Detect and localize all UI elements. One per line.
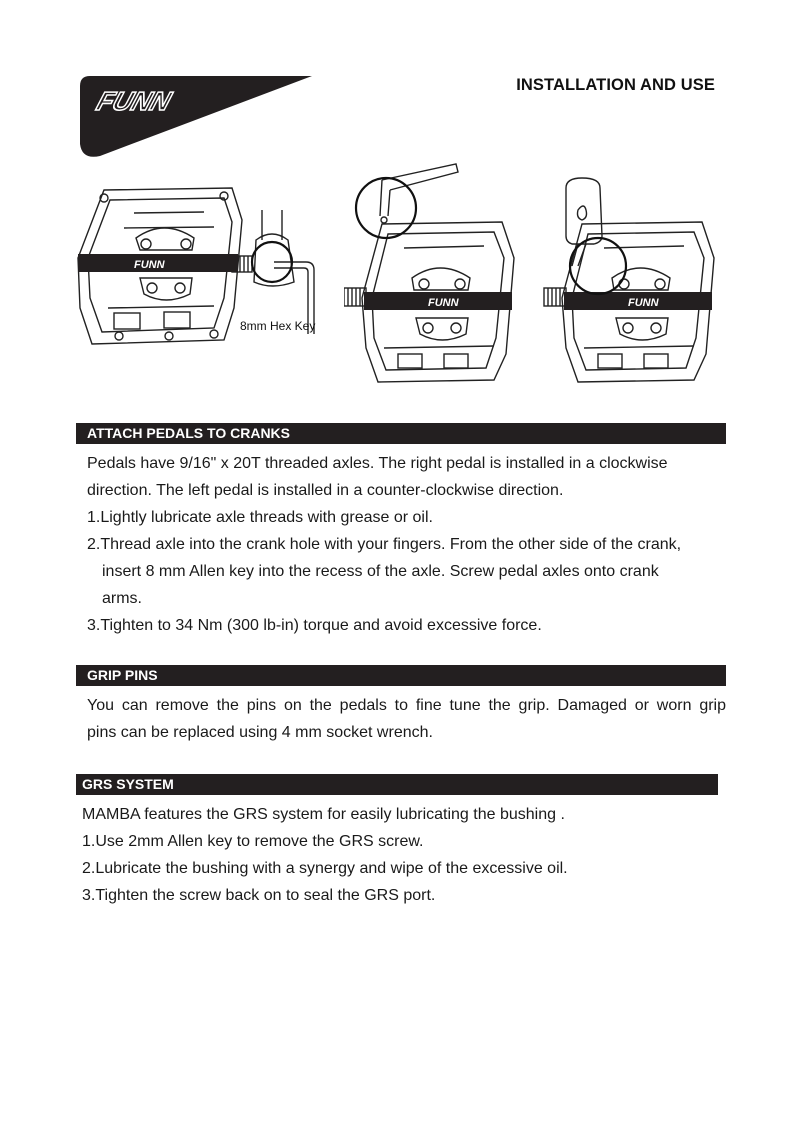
- paragraph-line: Pedals have 9/16" x 20T threaded axles. The right pedal is installed in a clockwise: [87, 455, 668, 472]
- attach-instructions: [87, 450, 727, 639]
- list-item-continued: arms.: [102, 590, 142, 607]
- paragraph-line: MAMBA features the GRS system for easily lubricating the bushing .: [82, 806, 565, 823]
- section-heading-grs: GRS SYSTEM: [76, 774, 718, 795]
- grs-instructions: [82, 801, 722, 909]
- pedal-brand-mark: FUNN: [134, 259, 165, 271]
- list-item: 1.Use 2mm Allen key to remove the GRS screw.: [82, 833, 424, 850]
- lubrication-illustration: [542, 158, 734, 386]
- paragraph-line: direction. The left pedal is installed in a counter-clockwise direction.: [87, 482, 564, 499]
- list-item: 3.Tighten to 34 Nm (300 lb-in) torque and avoid excessive force.: [87, 617, 542, 634]
- list-item: 3.Tighten the screw back on to seal the GRS port.: [82, 887, 436, 904]
- grs-screw-callout: [356, 178, 416, 238]
- paragraph-line: You can remove the pins on the pedals to fine tune the grip. Damaged or worn grip: [87, 697, 726, 714]
- brand-logo: FUNN: [93, 86, 175, 116]
- list-item: 1.Lightly lubricate axle threads with grease or oil.: [87, 509, 433, 526]
- list-item: 2.Thread axle into the crank hole with your fingers. From the other side of the crank,: [87, 536, 682, 553]
- list-item: 2.Lubricate the bushing with a synergy and wipe of the excessive oil.: [82, 860, 568, 877]
- installation-figures: [74, 158, 734, 386]
- section-heading-attach: ATTACH PEDALS TO CRANKS: [76, 423, 726, 444]
- grip-instructions: [87, 692, 726, 746]
- page-title: INSTALLATION AND USE: [516, 76, 715, 94]
- grs-screw-illustration: [344, 158, 534, 386]
- pedal-brand-mark: FUNN: [628, 297, 659, 309]
- list-item-continued: insert 8 mm Allen key into the recess of the axle. Screw pedal axles onto crank: [102, 563, 659, 580]
- hex-key-label: 8mm Hex Key: [240, 319, 316, 333]
- pedal-brand-mark: FUNN: [428, 297, 459, 309]
- section-heading-grip: GRIP PINS: [76, 665, 726, 686]
- brand-banner: [80, 76, 312, 158]
- paragraph-line: pins can be replaced using 4 mm socket wrench.: [87, 724, 433, 741]
